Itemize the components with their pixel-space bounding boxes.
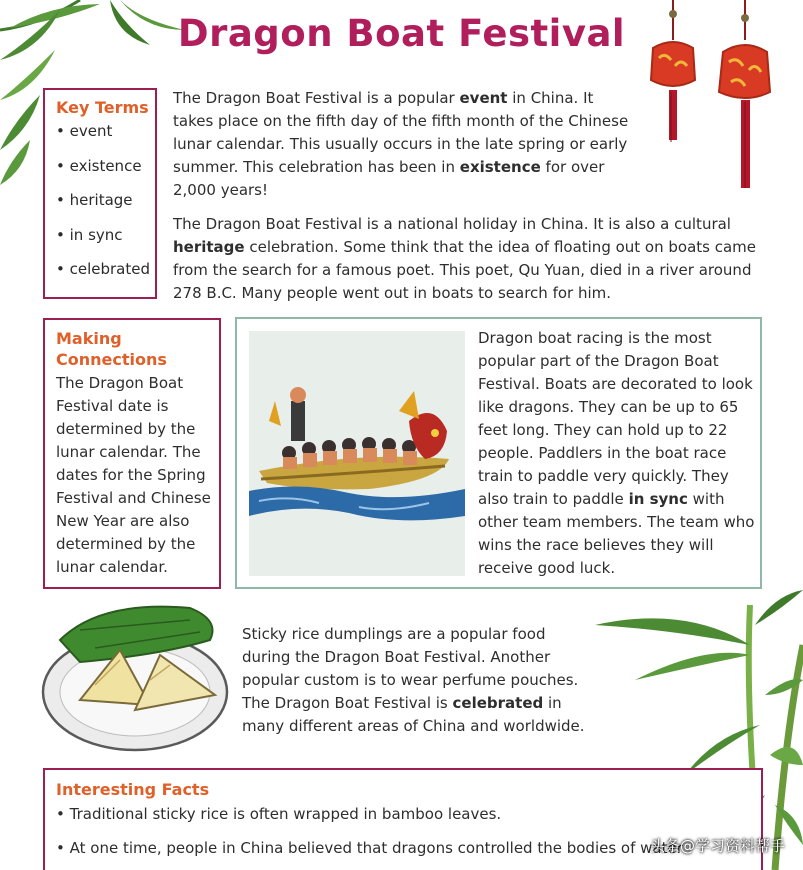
bullet: •	[56, 122, 70, 140]
text-segment: The Dragon Boat Festival is a popular	[173, 89, 460, 107]
watermark-text: 头条@学习资料帮手	[649, 837, 785, 855]
key-term-bold: heritage	[173, 238, 245, 256]
dragon-boat-illustration	[249, 331, 465, 576]
text-segment: Sticky rice dumplings are a popular food during the Dragon Boat Festival. Another popular custom is to wear perfume pouches. The Dragon Boat Festival is	[242, 625, 579, 712]
key-term-bold: in sync	[628, 490, 688, 508]
bullet: •	[56, 156, 70, 175]
key-term-label: celebrated	[69, 260, 151, 278]
key-terms-list	[56, 114, 155, 287]
dumplings-paragraph	[242, 623, 592, 738]
key-term-bold: celebrated	[452, 694, 544, 712]
intro-paragraph-2	[173, 213, 758, 305]
text-segment: in many different areas of China and worldwide.	[242, 694, 585, 735]
making-connections-heading: Making Connections	[56, 329, 167, 369]
key-term-bold: event	[459, 89, 508, 107]
key-terms-box	[43, 88, 157, 299]
making-connections-box	[43, 318, 221, 589]
bullet: •	[56, 805, 70, 823]
intro-paragraph-1	[173, 87, 633, 202]
key-term-item	[56, 218, 155, 253]
bullet: •	[56, 839, 70, 857]
racing-box	[235, 317, 762, 589]
key-term-label: event	[69, 122, 113, 140]
intro-p1-text	[173, 89, 628, 199]
key-term-item	[56, 149, 155, 184]
text-segment: in China. It takes place on the fifth day of the fifth month of the Chinese lunar calendar. This usually occurs in the late spring or early summer. This celebration has been in	[173, 89, 629, 176]
key-terms-heading: Key Terms	[56, 98, 149, 117]
interesting-facts-heading: Interesting Facts	[56, 780, 210, 799]
dumplings-rich-text	[242, 625, 585, 735]
text-segment: for over 2,000 years!	[173, 158, 605, 199]
text-segment: celebration. Some think that the idea of floating out on boats came from the search for a famous poet. This poet, Qu Yuan, died in a river around 278 B.C. Many people went out in boats to search for him.	[173, 238, 757, 302]
key-term-label: in sync	[69, 225, 123, 244]
text-segment: Dragon boat racing is the most popular part of the Dragon Boat Festival. Boats are decorated to look like dragons. They can be up to 65 feet long. They can hold up to 22 people. Paddlers in the boat race train to paddle very quickly. They also train to paddle	[478, 329, 753, 508]
racing-text	[478, 327, 758, 580]
bullet: •	[56, 191, 70, 209]
fact-text: At one time, people in China believed that dragons controlled the bodies of water	[69, 839, 683, 857]
key-term-item	[56, 183, 155, 218]
key-term-label: existence	[69, 156, 142, 175]
fact-item	[56, 803, 761, 826]
key-term-label: heritage	[69, 191, 133, 209]
fact-text: Traditional sticky rice is often wrapped in bamboo leaves.	[69, 805, 502, 823]
key-term-item	[56, 114, 155, 149]
making-connections-text: The Dragon Boat Festival date is determined by the lunar calendar. The dates for the Spring Festival and Chinese New Year are also determined by the lunar calendar.	[56, 374, 211, 576]
racing-rich-text	[478, 329, 754, 577]
text-segment: The Dragon Boat Festival is a national holiday in China. It is also a cultural	[173, 215, 731, 233]
rice-dumpling-illustration	[40, 600, 235, 755]
page-title: Dragon Boat Festival	[177, 12, 626, 55]
key-term-item	[56, 252, 155, 287]
text-segment: with other team members. The team who wins the race believes they will receive good luck.	[478, 490, 755, 577]
bullet: •	[56, 260, 70, 278]
bullet: •	[56, 225, 70, 244]
key-term-bold: existence	[459, 158, 541, 176]
intro-p2-text	[173, 215, 756, 302]
